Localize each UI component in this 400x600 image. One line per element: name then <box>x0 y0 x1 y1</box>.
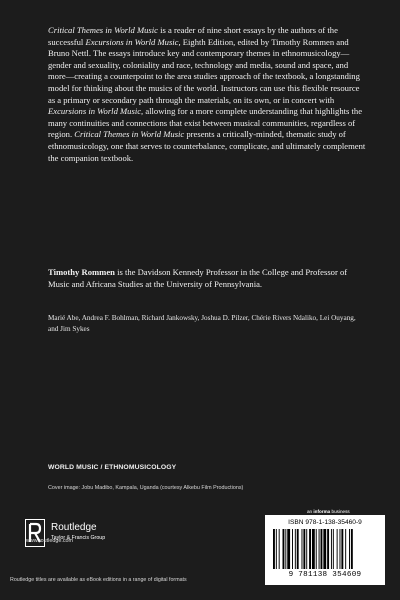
barcode-digits: 9 781138 354609 <box>288 571 362 579</box>
publisher-group: Taylor & Francis Group <box>51 535 106 541</box>
publisher-name: Routledge <box>51 522 97 533</box>
publisher-logo <box>25 519 135 549</box>
book-title-italic: Critical Themes in World Music <box>48 25 158 35</box>
isbn-label: ISBN 978-1-138-35460-9 <box>288 519 362 526</box>
isbn-barcode <box>265 515 385 585</box>
contributors-list: Marié Abe, Andrea F. Bohlman, Richard Jankowsky, Joshua D. Pilzer, Chérie Rivers Ndaliko, Lei Ouyang, and Jim Sykes <box>48 314 356 333</box>
description-text: , Eighth Edition, edited by Timothy Rommen and Bruno Nettl. The essays introduce key and contemporary themes in ethnomusicology—gender and sexuality, coloniality and race, technology and media, sound and space, and more—creating a counterpoint to the area studies approach of the textbook, a longstanding model for thinking about the musics of the world. Instructors can use this flexible resource as a primary or secondary path through the materials, on its own, or in concert with <box>48 36 360 105</box>
author-bio-text: is the Davidson Kennedy Professor in the College and Professor of Music and Africana Studies at the University of Pennsylvania. <box>48 267 348 289</box>
textbook-title-italic: Excursions in World Music <box>85 36 179 47</box>
barcode-icon <box>273 529 377 569</box>
description-text: presents a critically-minded, thematic study of ethnomusicology, one that serves to counterbalance, complicate, and ultimately complement the companion textbook. <box>48 129 366 163</box>
author-bio <box>48 267 366 290</box>
textbook-title-italic: Excursions in World Music <box>48 106 142 117</box>
ebook-availability-note: Routledge titles are available as eBook editions in a range of digital formats <box>10 577 187 583</box>
cover-image-credit: Cover image: Jobu Madibo, Kampala, Uganda (courtesy Alkebu Film Productions) <box>48 485 244 491</box>
informa-suffix: business <box>330 509 350 514</box>
description-text: , allowing for a more complete understanding that highlights the many continuities and connections that exist between musical communities, regardless of region. <box>48 106 363 140</box>
book-title-italic: Critical Themes in World Music <box>74 129 185 140</box>
publisher-url: www.routledge.com <box>26 538 74 544</box>
informa-brand: informa <box>313 509 331 514</box>
informa-business-tag <box>307 509 350 514</box>
subject-category: WORLD MUSIC / ETHNOMUSICOLOGY <box>48 464 177 471</box>
informa-prefix: an <box>307 509 314 514</box>
description-text: is a reader of nine short essays by the authors of the successful <box>48 25 338 47</box>
author-name: Timothy Rommen <box>48 267 115 277</box>
back-cover-description <box>48 25 366 164</box>
